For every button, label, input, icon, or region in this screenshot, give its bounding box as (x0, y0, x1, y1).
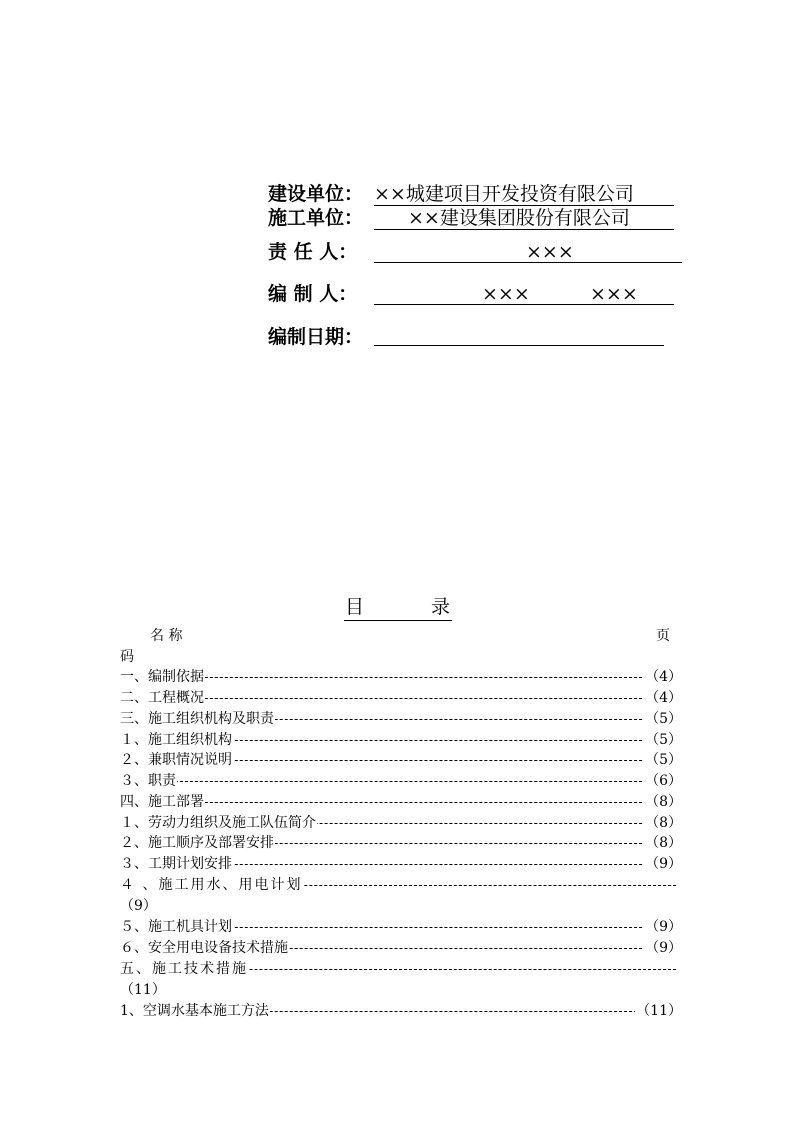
toc-entry[interactable] (120, 917, 682, 937)
toc-header-page-2: 码 (120, 649, 134, 665)
toc-entry[interactable] (120, 667, 682, 687)
toc-entry-page: （11） (636, 1003, 682, 1019)
toc-entry-label: ４ 、施工用水、用电计划 (120, 877, 303, 893)
toc-entry[interactable] (120, 875, 676, 895)
toc-entry[interactable] (120, 771, 682, 791)
toc-entry[interactable] (120, 938, 682, 958)
compiler-value-2: ××× (590, 283, 638, 305)
toc-entry-label: １、劳动力组织及施工队伍简介 (120, 815, 316, 831)
toc-entry-label: ２、施工顺序及部署安排 (120, 835, 274, 851)
responsible-underline (374, 262, 682, 263)
toc-entry-page-wrapped: （9） (120, 898, 157, 914)
toc-title-right: 录 (431, 596, 451, 618)
date-label: 编制日期： (268, 326, 364, 348)
toc-entry[interactable] (120, 750, 682, 770)
toc-entry-page: （4） (645, 669, 682, 685)
toc-entry-label: １、施工组织机构 (120, 732, 232, 748)
responsible-label: 责 任 人： (268, 241, 358, 263)
toc-entry-page: （9） (645, 919, 682, 935)
toc-entry-label: 1、空调水基本施工方法 (120, 1003, 269, 1019)
toc-entry-label: 二、工程概况 (120, 690, 204, 706)
toc-header-name: 名 称 (150, 628, 183, 644)
toc-entry[interactable] (120, 833, 682, 853)
toc-entry-page: （5） (645, 711, 682, 727)
toc-header-page-1: 页 (656, 628, 670, 644)
construction-unit-value: ××城建项目开发投资有限公司 (374, 183, 634, 205)
date-underline (374, 345, 664, 346)
toc-entry[interactable] (120, 1001, 682, 1021)
toc-entry-label: 三、施工组织机构及职责 (120, 711, 274, 727)
toc-entry-page: （5） (645, 732, 682, 748)
toc-entry-label: ３、职责 (120, 773, 176, 789)
toc-entry[interactable] (120, 730, 682, 750)
responsible-value: ××× (526, 241, 574, 263)
toc-entry-page: （6） (645, 773, 682, 789)
toc-entry-label: 一、编制依据 (120, 669, 204, 685)
compiler-underline (374, 304, 674, 305)
toc-entry-label: ６、安全用电设备技术措施 (120, 940, 288, 956)
toc-entry[interactable] (120, 688, 682, 708)
toc-entry-page: （8） (645, 835, 682, 851)
toc-entry-label: 四、施工部署 (120, 794, 204, 810)
toc-title-left: 目 (345, 596, 365, 618)
toc-entry-page: （4） (645, 690, 682, 706)
toc-entry-page: （9） (645, 856, 682, 872)
toc-entry[interactable] (120, 709, 682, 729)
compiler-value-1: ××× (482, 283, 530, 305)
toc-title (344, 596, 452, 621)
toc-entry-page: （5） (645, 752, 682, 768)
compiler-label: 编 制 人： (268, 283, 358, 305)
contractor-label: 施工单位： (268, 207, 364, 229)
contractor-underline (374, 229, 674, 230)
toc-entry[interactable] (120, 792, 682, 812)
toc-entry-label: ５、施工机具计划 (120, 919, 232, 935)
toc-entry[interactable] (120, 854, 682, 874)
toc-leader (120, 781, 682, 782)
toc-entry[interactable] (120, 813, 682, 833)
construction-unit-label: 建设单位： (268, 183, 364, 205)
toc-entry-label: 五、施工技术措施 (120, 961, 248, 977)
toc-entry-page: （9） (645, 940, 682, 956)
toc-entry[interactable] (120, 959, 676, 979)
toc-entry-page-wrapped: （11） (120, 982, 166, 998)
toc-entry-label: ２、兼职情况说明 (120, 752, 232, 768)
toc-entry-page: （8） (645, 815, 682, 831)
toc-entry-label: ３、工期计划安排 (120, 856, 232, 872)
toc-entry-page: （8） (645, 794, 682, 810)
contractor-value: ××建设集团股份有限公司 (408, 207, 630, 229)
